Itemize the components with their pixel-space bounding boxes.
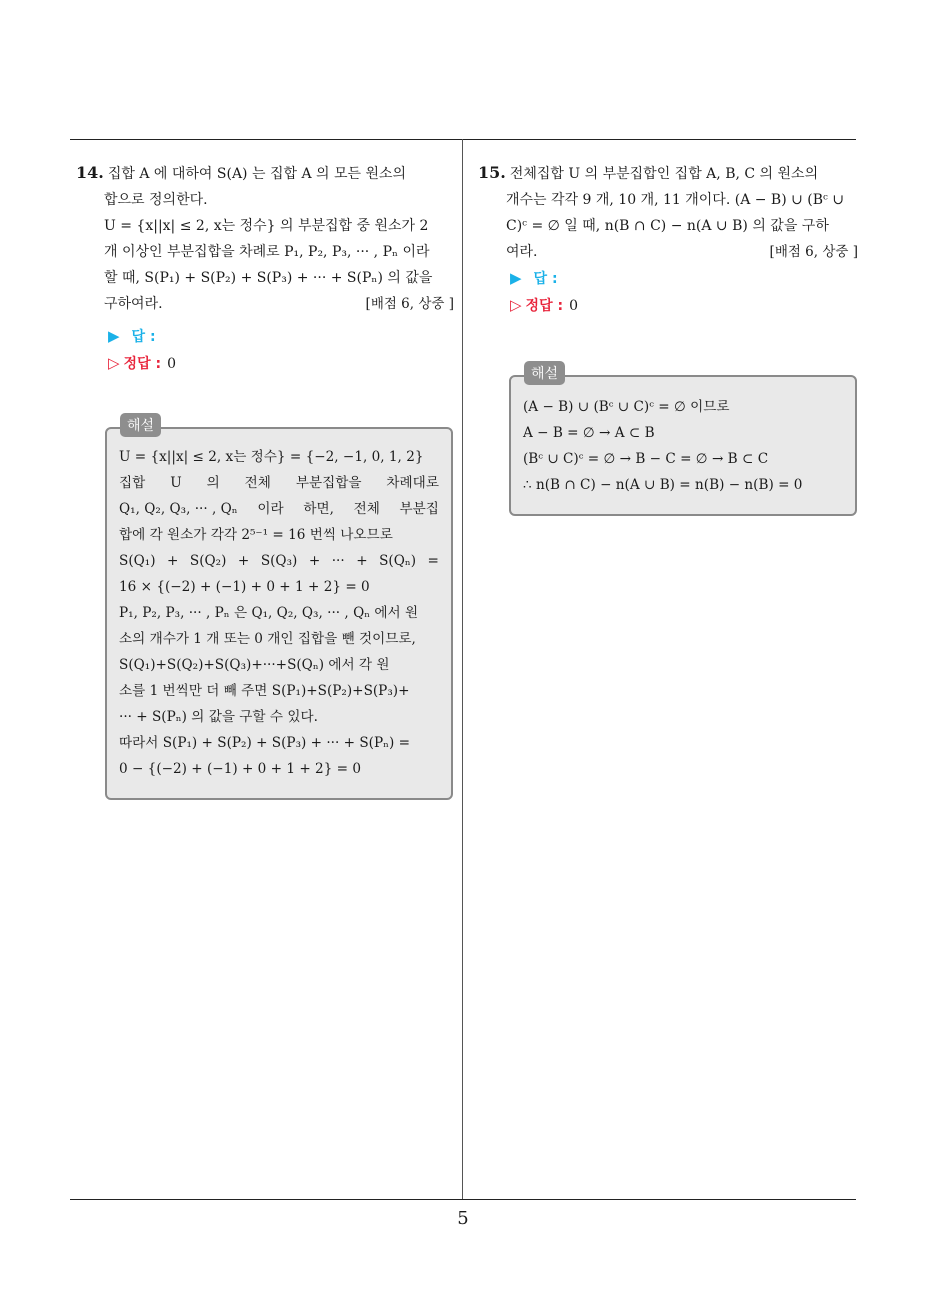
q15-line-1 [478, 160, 858, 187]
q14-sol-line-7: P₁, P₂, P₃, ··· , Pₙ 은 Q₁, Q₂, Q₃, ··· , Qₙ 에서 원 [119, 605, 419, 621]
q15-line-2: 개수는 각각 9 개, 10 개, 11 개이다. (A − B) ∪ (Bᶜ ∪ [506, 192, 845, 208]
q14-sol-line-4: 합에 각 원소가 각각 2⁵⁻¹ = 16 번씩 나오므로 [119, 527, 393, 543]
sol-word: 전체 [244, 475, 271, 491]
q15-correct-label: 정답 : [525, 298, 564, 314]
sol-word: + [356, 553, 368, 569]
sol-word: 하면, [303, 501, 334, 517]
sol-word: + [167, 553, 179, 569]
sol-word: Q₁, Q₂, Q₃, ··· , Qₙ [119, 501, 238, 517]
q14-line-5: 할 때, S(P₁) + S(P₂) + S(P₃) + ··· + S(Pₙ) 의 값을 [104, 270, 433, 286]
q14-answer-label: 답 : [131, 329, 156, 345]
red-triangle-outline-icon: ▷ [510, 296, 522, 314]
bottom-rule [70, 1199, 856, 1200]
column-divider [462, 139, 463, 1199]
sol-word: = [427, 553, 439, 569]
q14-number: 14. [76, 163, 104, 182]
q15-sol-line-1: (A − B) ∪ (Bᶜ ∪ C)ᶜ = ∅ 이므로 [523, 399, 730, 415]
q15-correct-row [478, 292, 858, 319]
sol-word: 이라 [257, 501, 284, 517]
q14-solution-tag: 해설 [120, 413, 161, 437]
q15-line-3: C)ᶜ = ∅ 일 때, n(B ∩ C) − n(A ∪ B) 의 값을 구하 [506, 218, 829, 234]
q14-text-1: 집합 A 에 대하여 S(A) 는 집합 A 의 모든 원소의 [107, 166, 407, 182]
q14-score: [배점 6, 상중 ] [365, 296, 454, 312]
sol-word: S(Qₙ) [379, 553, 417, 569]
q15-solution-box [509, 375, 857, 516]
sol-word: S(Q₂) [189, 553, 227, 569]
q15-number: 15. [478, 163, 506, 182]
q14-sol-line-12: 따라서 S(P₁) + S(P₂) + S(P₃) + ··· + S(Pₙ) = [119, 735, 411, 751]
sol-word: 집합 [119, 475, 146, 491]
q15-sol-line-3: (Bᶜ ∪ C)ᶜ = ∅ → B − C = ∅ → B ⊂ C [523, 451, 769, 467]
q14-correct-row [76, 350, 454, 377]
q14-sol-line-9: S(Q₁)+S(Q₂)+S(Q₃)+···+S(Qₙ) 에서 각 원 [119, 657, 390, 673]
q14-sol-line-11: ··· + S(Pₙ) 의 값을 구할 수 있다. [119, 709, 318, 725]
sol-word: 부분집 [399, 501, 439, 517]
q14-text-6: 구하여라. [104, 296, 163, 312]
q15-correct-value: 0 [569, 298, 578, 314]
q14-line-2: 합으로 정의한다. [104, 192, 208, 208]
blue-triangle-icon: ▶ [510, 269, 522, 287]
page-number: 5 [457, 1208, 469, 1229]
q14-line-3: U = {x||x| ≤ 2, x는 정수} 의 부분집합 중 원소가 2 [104, 218, 429, 234]
q15-sol-line-4: ∴ n(B ∩ C) − n(A ∪ B) = n(B) − n(B) = 0 [523, 477, 803, 493]
sol-word: 전체 [353, 501, 380, 517]
q15-score: [배점 6, 상중 ] [769, 244, 858, 260]
q14-sol-line-10: 소를 1 번씩만 더 빼 주면 S(P₁)+S(P₂)+S(P₃)+ [119, 683, 410, 699]
q14-sol-line-1: U = {x||x| ≤ 2, x는 정수} = {−2, −1, 0, 1, 2} [119, 449, 424, 465]
q14-correct-value: 0 [167, 356, 176, 372]
sol-word: U [170, 475, 182, 491]
q14-sol-line-5 [119, 548, 439, 574]
q14-solution-box [105, 427, 453, 800]
q15-text-4: 여라. [506, 244, 538, 260]
q14-line-1 [76, 160, 454, 187]
q14-answer-row [76, 323, 454, 350]
sol-word: 부분집합을 [295, 475, 362, 491]
sol-word: ··· [331, 553, 345, 569]
q14-sol-line-8: 소의 개수가 1 개 또는 0 개인 집합을 뺀 것이므로, [119, 631, 416, 647]
q15-line-4 [478, 239, 858, 265]
blue-triangle-icon: ▶ [108, 327, 120, 345]
sol-word: 차례대로 [386, 475, 439, 491]
sol-word: S(Q₁) [119, 553, 156, 569]
q15-solution-tag: 해설 [524, 361, 565, 385]
q14-sol-line-2 [119, 470, 439, 496]
q14-line-4: 개 이상인 부분집합을 차례로 P₁, P₂, P₃, ··· , Pₙ 이라 [104, 244, 430, 260]
sol-word: S(Q₃) [260, 553, 298, 569]
q14-line-6 [76, 291, 454, 317]
q14-sol-line-13: 0 − {(−2) + (−1) + 0 + 1 + 2} = 0 [119, 761, 362, 777]
question-14 [76, 160, 454, 377]
q15-answer-label: 답 : [533, 271, 558, 287]
q14-sol-line-6: 16 × {(−2) + (−1) + 0 + 1 + 2} = 0 [119, 579, 370, 595]
top-rule [70, 139, 856, 140]
q15-sol-line-2: A − B = ∅ → A ⊂ B [523, 425, 655, 441]
sol-word: 의 [206, 475, 220, 491]
red-triangle-outline-icon: ▷ [108, 354, 120, 372]
sol-word: + [308, 553, 321, 569]
question-15 [478, 160, 858, 319]
q14-correct-label: 정답 : [123, 356, 162, 372]
sol-word: + [237, 553, 250, 569]
q15-text-1: 전체집합 U 의 부분집합인 집합 A, B, C 의 원소의 [509, 166, 819, 182]
q14-sol-line-3 [119, 496, 439, 522]
q15-answer-row [478, 265, 858, 292]
